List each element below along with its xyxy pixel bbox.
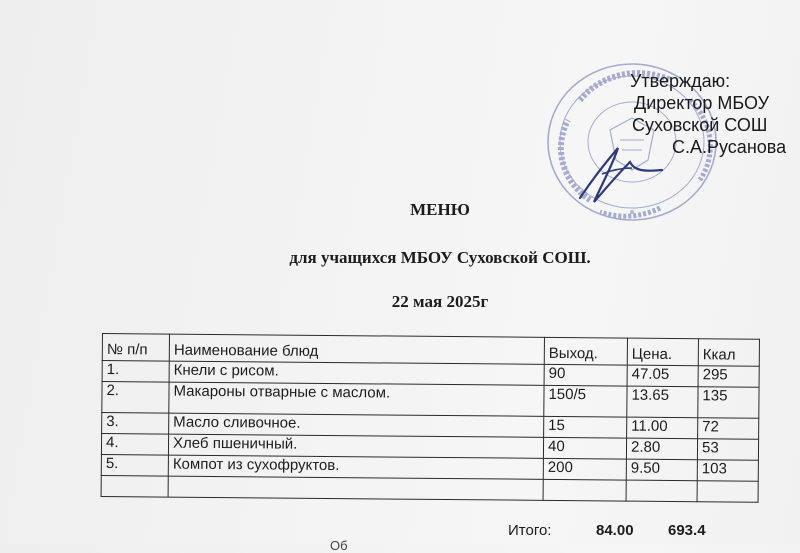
- cell-number: 3.: [102, 413, 169, 435]
- header-number: № п/п: [102, 334, 169, 362]
- cell-kcal: 135: [698, 387, 759, 419]
- header-kcal: Ккал: [698, 339, 759, 367]
- menu-title: МЕНЮ: [410, 200, 470, 219]
- header-dish-name: Наименование блюд: [169, 334, 544, 364]
- menu-table: [101, 333, 760, 503]
- cell-kcal: 103: [697, 460, 758, 482]
- cell-yield: 90: [544, 364, 627, 386]
- cell-kcal: [697, 481, 758, 503]
- cell-yield: 15: [544, 416, 627, 438]
- cell-yield: 40: [543, 437, 626, 459]
- cell-kcal: 53: [697, 439, 758, 461]
- cell-dish-name: Кнели с рисом.: [169, 361, 544, 385]
- footer-partial-text: Об: [330, 538, 348, 553]
- cell-yield: 200: [543, 458, 626, 480]
- table-row-empty: [101, 475, 758, 502]
- cell-dish-name: [168, 476, 543, 500]
- header-price: Цена.: [627, 338, 698, 366]
- totals-line: [508, 522, 706, 539]
- cell-number: 4.: [101, 434, 168, 456]
- cell-number: [101, 475, 168, 497]
- approval-line-2: Директор МБОУ: [634, 93, 770, 113]
- cell-yield: 150/5: [544, 385, 627, 417]
- cell-number: 5.: [101, 454, 168, 476]
- cell-price: 47.05: [627, 365, 698, 387]
- approval-line-4: С.А.Русанова: [672, 137, 787, 157]
- header-yield: Выход.: [544, 337, 627, 365]
- cell-price: 2.80: [626, 438, 697, 460]
- cell-price: [626, 480, 697, 502]
- cell-kcal: 295: [698, 366, 759, 388]
- approval-block: [630, 70, 786, 158]
- cell-dish-name: Масло сливочное.: [169, 413, 544, 437]
- cell-price: 9.50: [626, 459, 697, 481]
- cell-yield: [543, 479, 626, 501]
- cell-number: 2.: [102, 382, 169, 414]
- totals-label: Итого:: [508, 522, 552, 539]
- cell-price: 13.65: [627, 386, 698, 418]
- menu-date: 22 мая 2025г: [391, 292, 489, 311]
- cell-dish-name: Компот из сухофруктов.: [168, 455, 543, 479]
- approval-line-3: Суховской СОШ: [632, 115, 768, 135]
- totals-price: 84.00: [596, 522, 634, 539]
- cell-number: 1.: [102, 361, 169, 383]
- cell-dish-name: Макароны отварные с маслом.: [169, 382, 544, 416]
- menu-subtitle: для учащихся МБОУ Суховской СОШ.: [289, 248, 591, 267]
- totals-kcal: 693.4: [668, 522, 706, 539]
- cell-dish-name: Хлеб пшеничный.: [168, 434, 543, 458]
- cell-kcal: 72: [698, 418, 759, 440]
- approval-line-1: Утверждаю:: [630, 71, 731, 91]
- cell-price: 11.00: [627, 417, 698, 439]
